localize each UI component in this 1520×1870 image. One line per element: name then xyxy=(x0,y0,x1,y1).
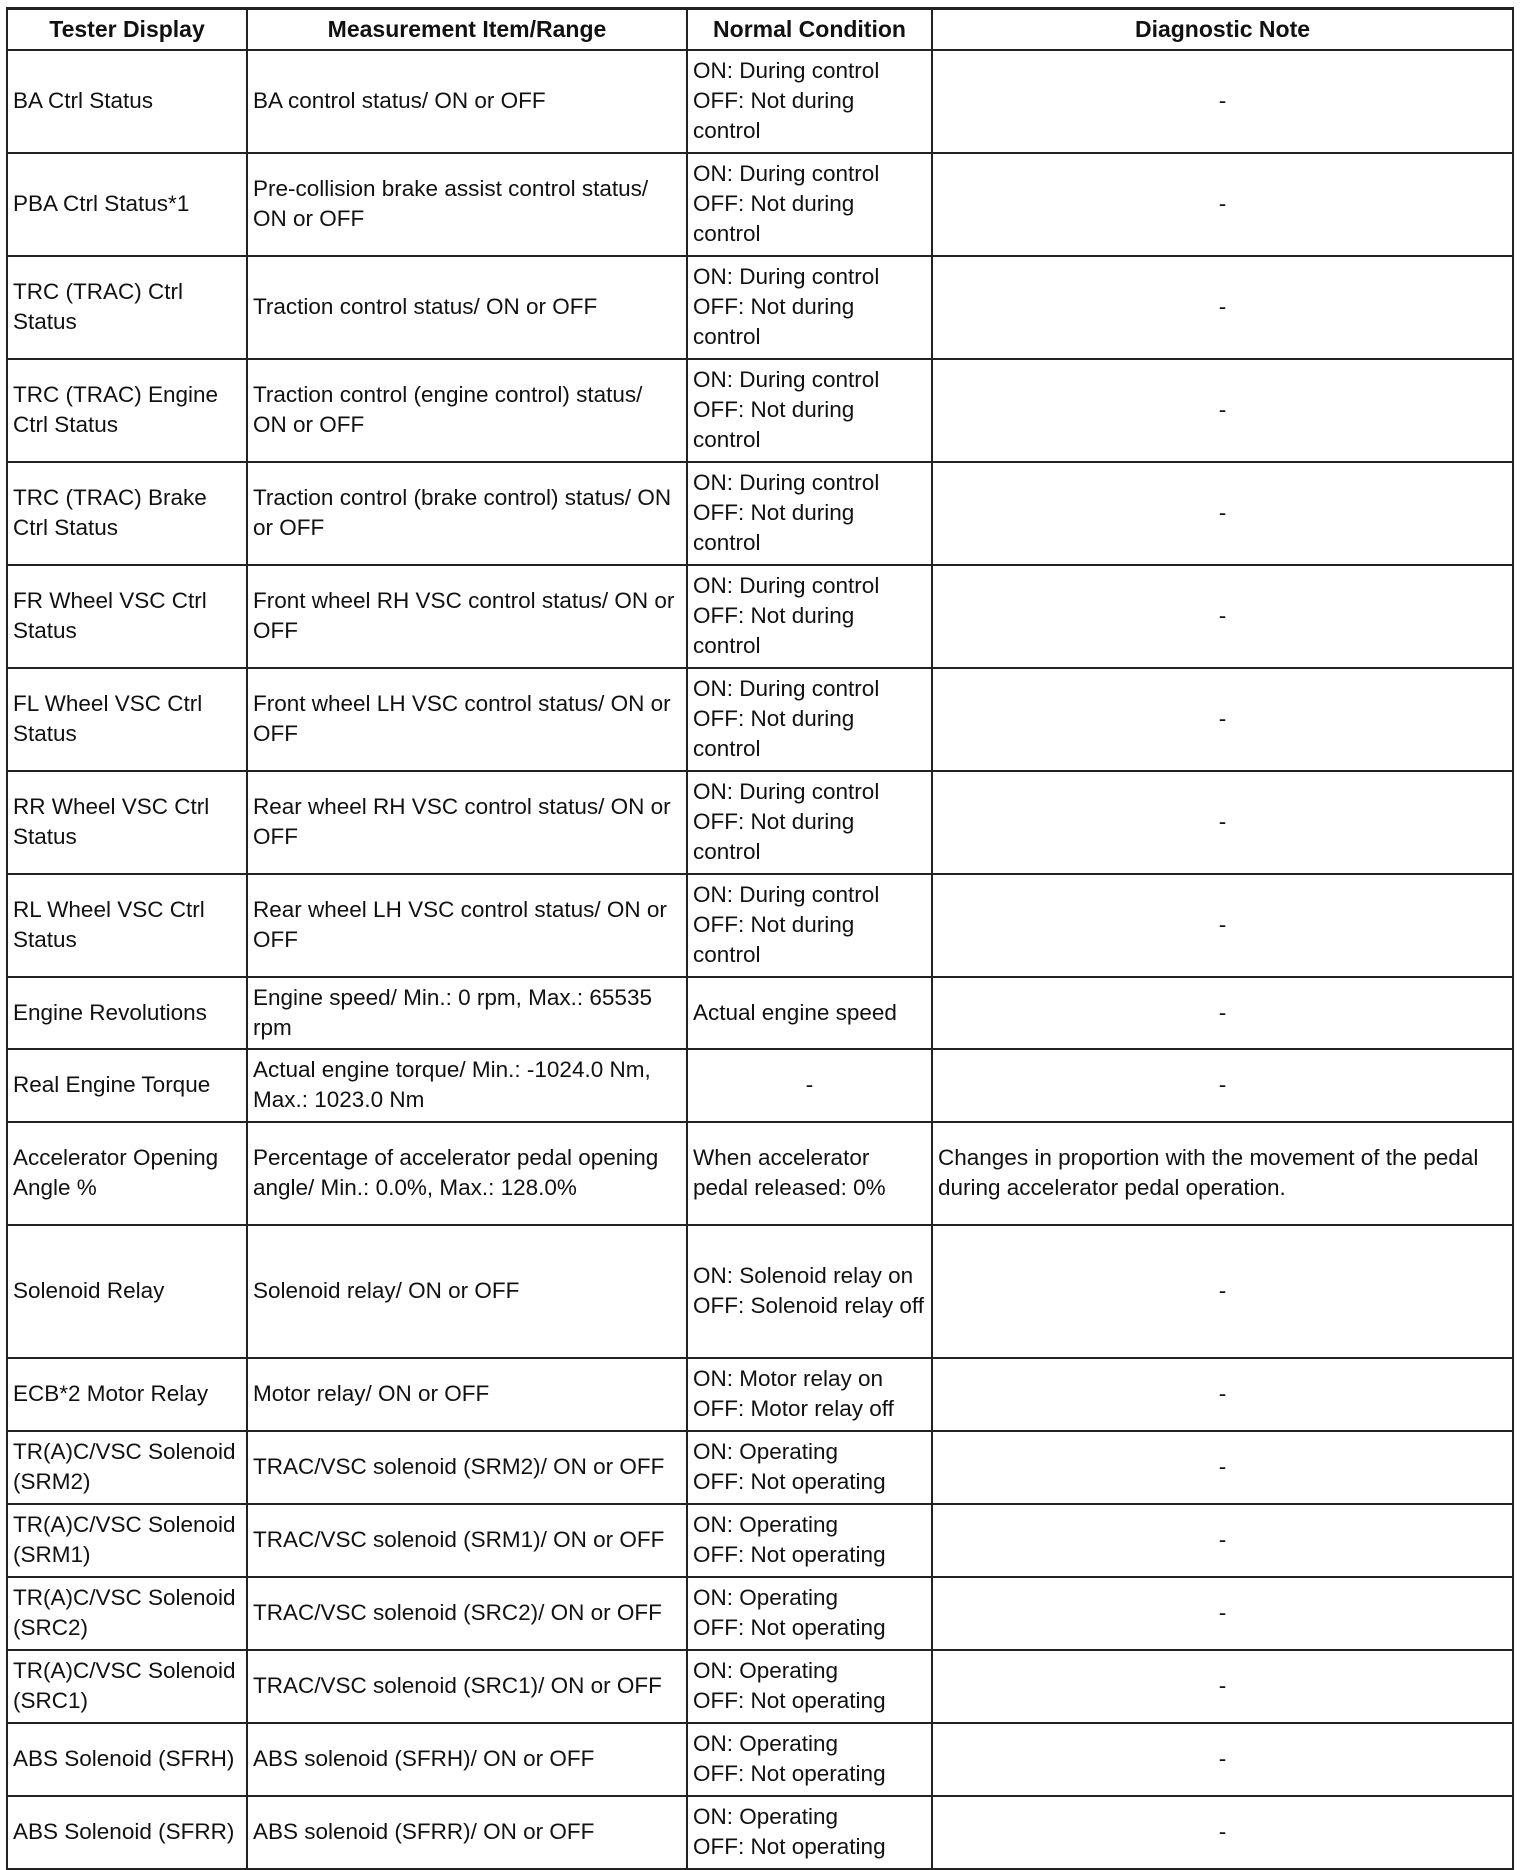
cell-diagnostic-note: - xyxy=(932,1577,1513,1650)
cell-normal-condition: ON: During control OFF: Not during control xyxy=(687,50,932,153)
cell-tester-display: ABS Solenoid (SFRR) xyxy=(7,1796,247,1869)
cell-tester-display: ECB*2 Motor Relay xyxy=(7,1358,247,1431)
cell-tester-display: Engine Revolutions xyxy=(7,977,247,1049)
cell-tester-display: PBA Ctrl Status*1 xyxy=(7,153,247,256)
cell-normal-condition: ON: During control OFF: Not during control xyxy=(687,771,932,874)
cell-measurement-item: Motor relay/ ON or OFF xyxy=(247,1358,687,1431)
cell-measurement-item: Traction control status/ ON or OFF xyxy=(247,256,687,359)
cell-diagnostic-note: - xyxy=(932,565,1513,668)
cell-measurement-item: TRAC/VSC solenoid (SRM1)/ ON or OFF xyxy=(247,1504,687,1577)
table-row xyxy=(7,359,1513,462)
table-row xyxy=(7,1122,1513,1225)
cell-tester-display: TRC (TRAC) Engine Ctrl Status xyxy=(7,359,247,462)
cell-tester-display: TR(A)C/VSC Solenoid (SRC2) xyxy=(7,1577,247,1650)
cell-diagnostic-note: - xyxy=(932,1650,1513,1723)
cell-measurement-item: ABS solenoid (SFRH)/ ON or OFF xyxy=(247,1723,687,1796)
cell-tester-display: BA Ctrl Status xyxy=(7,50,247,153)
table-row xyxy=(7,874,1513,977)
header-tester-display: Tester Display xyxy=(7,9,247,50)
cell-measurement-item: Front wheel LH VSC control status/ ON or OFF xyxy=(247,668,687,771)
cell-tester-display: TR(A)C/VSC Solenoid (SRM2) xyxy=(7,1431,247,1504)
cell-measurement-item: Traction control (brake control) status/ ON or OFF xyxy=(247,462,687,565)
cell-diagnostic-note: - xyxy=(932,50,1513,153)
cell-measurement-item: Actual engine torque/ Min.: -1024.0 Nm, Max.: 1023.0 Nm xyxy=(247,1049,687,1122)
table-row xyxy=(7,1431,1513,1504)
cell-tester-display: TRC (TRAC) Brake Ctrl Status xyxy=(7,462,247,565)
cell-tester-display: TRC (TRAC) Ctrl Status xyxy=(7,256,247,359)
cell-normal-condition: ON: During control OFF: Not during control xyxy=(687,565,932,668)
table-row xyxy=(7,1225,1513,1358)
cell-normal-condition: ON: During control OFF: Not during control xyxy=(687,874,932,977)
table-row xyxy=(7,1577,1513,1650)
header-measurement-item: Measurement Item/Range xyxy=(247,9,687,50)
cell-normal-condition: ON: Operating OFF: Not operating xyxy=(687,1796,932,1869)
cell-diagnostic-note: Changes in proportion with the movement of the pedal during accelerator pedal operation. xyxy=(932,1122,1513,1225)
cell-normal-condition: - xyxy=(687,1049,932,1122)
table-row xyxy=(7,771,1513,874)
table-row xyxy=(7,153,1513,256)
cell-normal-condition: Actual engine speed xyxy=(687,977,932,1049)
table-row xyxy=(7,256,1513,359)
cell-diagnostic-note: - xyxy=(932,462,1513,565)
cell-measurement-item: Rear wheel RH VSC control status/ ON or OFF xyxy=(247,771,687,874)
cell-measurement-item: TRAC/VSC solenoid (SRC1)/ ON or OFF xyxy=(247,1650,687,1723)
cell-normal-condition: ON: Operating OFF: Not operating xyxy=(687,1504,932,1577)
cell-diagnostic-note: - xyxy=(932,668,1513,771)
cell-diagnostic-note: - xyxy=(932,1504,1513,1577)
cell-measurement-item: BA control status/ ON or OFF xyxy=(247,50,687,153)
cell-measurement-item: Engine speed/ Min.: 0 rpm, Max.: 65535 rpm xyxy=(247,977,687,1049)
table-row xyxy=(7,1358,1513,1431)
cell-measurement-item: Percentage of accelerator pedal opening angle/ Min.: 0.0%, Max.: 128.0% xyxy=(247,1122,687,1225)
cell-normal-condition: ON: During control OFF: Not during control xyxy=(687,359,932,462)
cell-diagnostic-note: - xyxy=(932,1358,1513,1431)
cell-normal-condition: When accelerator pedal released: 0% xyxy=(687,1122,932,1225)
cell-measurement-item: Front wheel RH VSC control status/ ON or OFF xyxy=(247,565,687,668)
table-row xyxy=(7,977,1513,1049)
header-normal-condition: Normal Condition xyxy=(687,9,932,50)
cell-measurement-item: Solenoid relay/ ON or OFF xyxy=(247,1225,687,1358)
cell-diagnostic-note: - xyxy=(932,977,1513,1049)
table-row xyxy=(7,1796,1513,1869)
table-row xyxy=(7,1049,1513,1122)
table-row xyxy=(7,462,1513,565)
cell-tester-display: FR Wheel VSC Ctrl Status xyxy=(7,565,247,668)
cell-tester-display: TR(A)C/VSC Solenoid (SRC1) xyxy=(7,1650,247,1723)
cell-normal-condition: ON: Operating OFF: Not operating xyxy=(687,1723,932,1796)
cell-tester-display: RR Wheel VSC Ctrl Status xyxy=(7,771,247,874)
header-diagnostic-note: Diagnostic Note xyxy=(932,9,1513,50)
cell-diagnostic-note: - xyxy=(932,874,1513,977)
table-row xyxy=(7,1723,1513,1796)
cell-normal-condition: ON: Solenoid relay on OFF: Solenoid relay off xyxy=(687,1225,932,1358)
cell-diagnostic-note: - xyxy=(932,1049,1513,1122)
table-row xyxy=(7,50,1513,153)
cell-diagnostic-note: - xyxy=(932,153,1513,256)
cell-diagnostic-note: - xyxy=(932,1225,1513,1358)
cell-normal-condition: ON: Motor relay on OFF: Motor relay off xyxy=(687,1358,932,1431)
cell-diagnostic-note: - xyxy=(932,359,1513,462)
cell-tester-display: FL Wheel VSC Ctrl Status xyxy=(7,668,247,771)
cell-diagnostic-note: - xyxy=(932,771,1513,874)
table-row xyxy=(7,1650,1513,1723)
cell-diagnostic-note: - xyxy=(932,256,1513,359)
cell-normal-condition: ON: During control OFF: Not during control xyxy=(687,153,932,256)
cell-tester-display: TR(A)C/VSC Solenoid (SRM1) xyxy=(7,1504,247,1577)
cell-normal-condition: ON: Operating OFF: Not operating xyxy=(687,1431,932,1504)
cell-measurement-item: Pre-collision brake assist control status/ ON or OFF xyxy=(247,153,687,256)
cell-normal-condition: ON: During control OFF: Not during control xyxy=(687,256,932,359)
cell-measurement-item: Traction control (engine control) status/ ON or OFF xyxy=(247,359,687,462)
data-list-sheet xyxy=(6,7,1512,1859)
cell-normal-condition: ON: During control OFF: Not during control xyxy=(687,462,932,565)
cell-diagnostic-note: - xyxy=(932,1796,1513,1869)
cell-diagnostic-note: - xyxy=(932,1431,1513,1504)
cell-normal-condition: ON: During control OFF: Not during control xyxy=(687,668,932,771)
table-row xyxy=(7,1504,1513,1577)
cell-measurement-item: TRAC/VSC solenoid (SRM2)/ ON or OFF xyxy=(247,1431,687,1504)
cell-measurement-item: ABS solenoid (SFRR)/ ON or OFF xyxy=(247,1796,687,1869)
cell-diagnostic-note: - xyxy=(932,1723,1513,1796)
table-row xyxy=(7,565,1513,668)
cell-normal-condition: ON: Operating OFF: Not operating xyxy=(687,1650,932,1723)
table-body xyxy=(7,50,1513,1869)
data-list-table xyxy=(6,7,1514,1870)
table-row xyxy=(7,668,1513,771)
cell-tester-display: RL Wheel VSC Ctrl Status xyxy=(7,874,247,977)
cell-tester-display: Real Engine Torque xyxy=(7,1049,247,1122)
cell-tester-display: ABS Solenoid (SFRH) xyxy=(7,1723,247,1796)
cell-measurement-item: Rear wheel LH VSC control status/ ON or OFF xyxy=(247,874,687,977)
cell-measurement-item: TRAC/VSC solenoid (SRC2)/ ON or OFF xyxy=(247,1577,687,1650)
cell-tester-display: Accelerator Opening Angle % xyxy=(7,1122,247,1225)
cell-tester-display: Solenoid Relay xyxy=(7,1225,247,1358)
cell-normal-condition: ON: Operating OFF: Not operating xyxy=(687,1577,932,1650)
header-row xyxy=(7,9,1513,50)
